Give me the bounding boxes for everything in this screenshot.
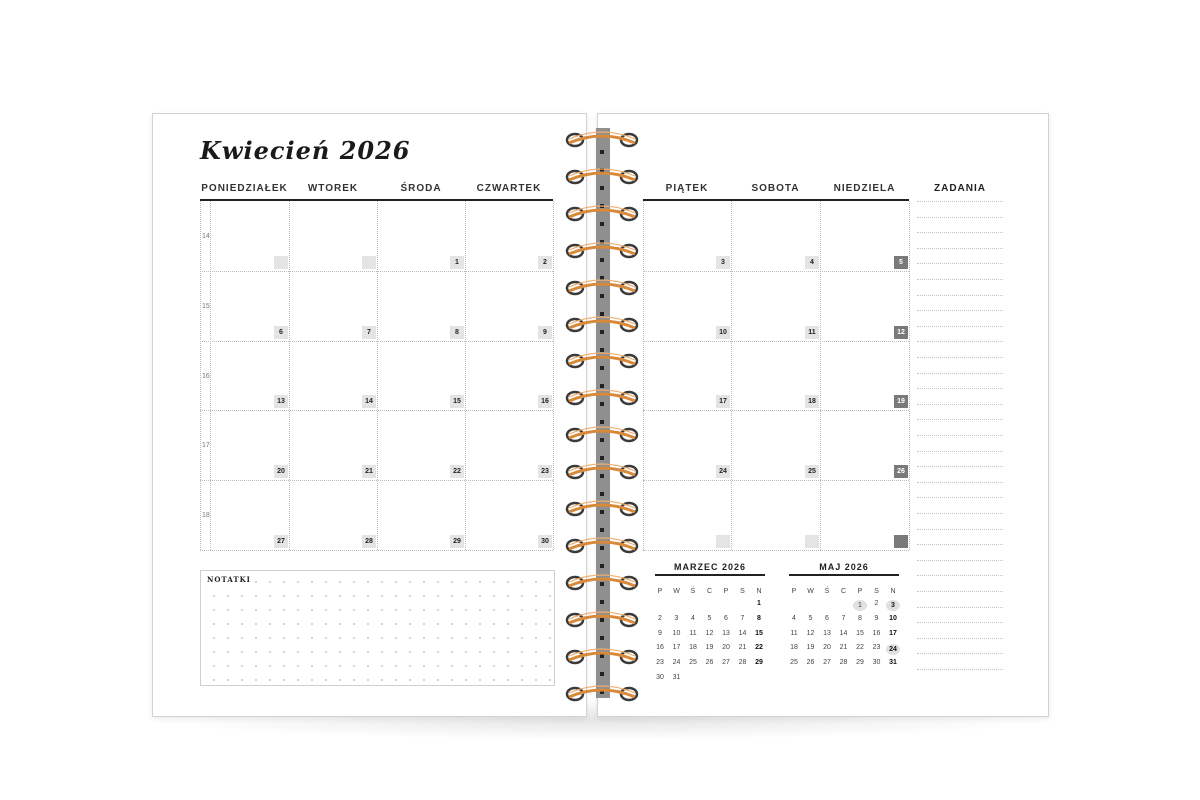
day-cell-date[interactable]: 22 [450,465,464,478]
task-line[interactable] [917,232,1003,233]
day-cell-date[interactable]: 15 [450,395,464,408]
mini-date[interactable]: 8 [757,614,761,622]
weekday-2: WTOREK [307,183,359,194]
task-line[interactable] [917,435,1003,436]
day-cell-date[interactable]: 19 [894,395,908,408]
day-cell-date[interactable]: 1 [450,256,464,269]
mini-date[interactable]: 24 [886,644,900,655]
month-title: Kwiecień 2026 [200,136,411,165]
grid-vline [643,201,644,550]
task-line[interactable] [917,482,1003,483]
mini-date[interactable]: 29 [856,659,864,667]
right-page [597,113,1049,717]
spine-mark [600,636,604,640]
day-cell-date[interactable]: 27 [274,535,288,548]
mini-date[interactable]: 21 [738,644,747,652]
day-cell-date[interactable] [805,535,819,548]
mini-date[interactable]: 10 [889,614,897,622]
day-cell-date[interactable]: 8 [450,326,464,339]
day-cell-date[interactable] [362,256,376,269]
mini-weekday: N [890,588,896,595]
spine-mark [600,384,604,388]
grid-hline [643,271,909,272]
week-number: 15 [202,302,210,310]
day-cell-date[interactable]: 25 [805,465,819,478]
mini-weekday: S [740,588,745,595]
binding-ring [565,500,639,518]
mini-date[interactable]: 13 [823,629,831,637]
mini-weekday: P [723,588,729,595]
task-line[interactable] [917,513,1003,514]
mini-date[interactable]: 6 [825,614,829,622]
day-cell-date[interactable]: 7 [362,326,376,339]
spine-mark [600,420,604,424]
grid-vline [465,201,466,550]
binding-ring [565,242,639,260]
mini-date[interactable]: 9 [658,629,662,637]
binding-ring [565,463,639,481]
mini-date[interactable]: 6 [724,614,728,622]
grid-hline [643,341,909,342]
mini-weekday: W [807,588,814,595]
mini-date[interactable]: 8 [858,614,862,622]
mini-date[interactable]: 29 [755,659,763,667]
mini-date[interactable]: 17 [672,644,681,652]
day-cell-date[interactable]: 2 [538,256,552,269]
week-number: 17 [202,442,210,450]
day-cell-date[interactable]: 5 [894,256,908,269]
task-line[interactable] [917,341,1003,342]
mini-date[interactable]: 25 [689,659,697,667]
task-line[interactable] [917,607,1003,608]
day-cell-date[interactable]: 14 [362,395,376,408]
mini-date[interactable]: 11 [790,629,798,637]
day-cell-date[interactable]: 12 [894,326,908,339]
week-number: 14 [202,233,210,240]
mini-date[interactable]: 22 [755,644,763,652]
task-line[interactable] [917,263,1003,264]
grid-hline [200,410,553,411]
day-cell-date[interactable]: 21 [362,465,376,478]
binding-ring [565,352,639,370]
mini-date[interactable]: 23 [656,659,664,667]
mini-weekday: P [791,588,797,595]
mini-date[interactable]: 15 [856,629,864,637]
spine-mark [600,528,604,532]
mini-date[interactable]: 18 [689,644,697,652]
mini-date[interactable]: 26 [705,659,714,667]
mini-calendar-title: MARZEC 2026 [673,562,747,572]
day-cell-date[interactable]: 23 [538,465,552,478]
mini-date[interactable]: 19 [806,644,815,652]
grid-vline [820,201,821,550]
spine-mark [600,672,604,676]
mini-date[interactable]: 30 [872,659,881,667]
mini-date[interactable]: 11 [689,629,697,637]
day-cell-date[interactable] [894,535,908,548]
mini-date[interactable]: 17 [889,629,897,637]
task-line[interactable] [917,404,1003,405]
grid-vline [731,201,732,550]
mini-date[interactable]: 25 [790,659,798,667]
spine-mark [600,564,604,568]
binding-ring [565,574,639,592]
task-line[interactable] [917,326,1003,327]
weekday-5: PIĄTEK [665,183,709,194]
mini-date[interactable]: 2 [874,600,879,607]
mini-weekday: P [657,588,663,595]
binding-ring [565,131,639,149]
mini-weekday: C [706,588,713,595]
day-cell-date[interactable]: 9 [538,326,552,339]
mini-date[interactable]: 31 [889,659,897,667]
mini-date[interactable]: 26 [806,659,815,667]
mini-date[interactable]: 21 [839,644,848,652]
task-line[interactable] [917,373,1003,374]
binding-ring [565,611,639,629]
mini-date[interactable]: 23 [872,644,881,652]
day-cell-date[interactable]: 28 [362,535,376,548]
task-line[interactable] [917,419,1003,420]
spine-mark [600,456,604,460]
mini-date[interactable]: 30 [656,674,664,681]
grid-hline [643,550,909,551]
grid-hline [643,410,909,411]
week-number: 18 [202,512,210,520]
mini-weekday: S [874,588,879,595]
binding-ring [565,426,639,444]
task-line[interactable] [917,622,1003,623]
mini-weekday: W [673,588,680,595]
mini-weekday: Ś [690,588,696,595]
mini-date[interactable]: 12 [705,629,714,637]
task-line[interactable] [917,544,1003,545]
mini-date[interactable]: 2 [658,614,662,622]
mini-date[interactable]: 31 [672,674,681,681]
day-cell-date[interactable]: 30 [538,535,552,548]
task-line[interactable] [917,575,1003,576]
task-line[interactable] [917,217,1003,218]
task-line[interactable] [917,357,1003,358]
binding-ring [565,537,639,555]
mini-calendar-rule [789,574,899,576]
day-cell-date[interactable]: 10 [716,326,730,339]
task-line[interactable] [917,248,1003,249]
day-cell-date[interactable]: 18 [805,395,819,408]
mini-date[interactable]: 13 [722,629,730,637]
task-line[interactable] [917,529,1003,530]
task-line[interactable] [917,310,1003,311]
mini-date[interactable]: 28 [839,659,848,667]
notes-box[interactable] [200,570,555,686]
spine-mark [600,348,604,352]
weekday-1: PONIEDZIAŁEK [201,183,288,194]
spine-mark [600,186,604,190]
task-line[interactable] [917,497,1003,498]
grid-vline [289,201,290,550]
tasks-title: ZADANIA [934,183,986,194]
mini-date[interactable]: 19 [705,644,714,652]
binding-ring [565,685,639,703]
mini-date[interactable]: 24 [672,659,681,667]
binding-ring [565,389,639,407]
grid-vline [200,201,201,550]
spine-mark [600,150,604,154]
grid-hline [200,550,553,551]
mini-weekday: C [840,588,847,595]
task-line[interactable] [917,295,1003,296]
mini-date[interactable]: 27 [722,659,730,667]
mini-date[interactable]: 1 [853,600,867,611]
mini-date[interactable]: 1 [757,600,761,607]
grid-vline [553,201,554,550]
mini-weekday: Ś [824,588,830,595]
day-cell-date[interactable]: 26 [894,465,908,478]
mini-date[interactable]: 14 [738,629,747,637]
mini-date[interactable]: 7 [841,614,846,622]
weekday-6: SOBOTA [751,183,800,194]
spine-mark [600,600,604,604]
notes-title: NOTATKI [207,575,251,584]
mini-date[interactable]: 27 [823,659,831,667]
mini-calendar-title: MAJ 2026 [819,562,869,572]
mini-date[interactable]: 3 [886,600,900,611]
mini-weekday: N [756,588,762,595]
grid-hline [200,341,553,342]
task-line[interactable] [917,560,1003,561]
weekday-3: ŚRODA [400,183,442,194]
grid-vline [210,201,211,550]
weekday-7: NIEDZIELA [833,183,896,194]
day-cell-date[interactable]: 3 [716,256,730,269]
task-line[interactable] [917,653,1003,654]
binding-ring [565,648,639,666]
day-cell-date[interactable]: 24 [716,465,730,478]
header-rule-right [643,199,909,201]
task-line[interactable] [917,591,1003,592]
mini-date[interactable]: 28 [738,659,747,667]
grid-hline [200,271,553,272]
mini-weekday: P [857,588,863,595]
mini-date[interactable]: 22 [856,644,864,652]
day-cell-date[interactable]: 6 [274,326,288,339]
mini-date[interactable]: 12 [806,629,815,637]
grid-vline [377,201,378,550]
day-cell-date[interactable]: 16 [538,395,552,408]
day-cell-date[interactable]: 17 [716,395,730,408]
mini-date[interactable]: 10 [672,629,681,637]
mini-date[interactable]: 4 [792,614,796,622]
day-cell-date[interactable]: 20 [274,465,288,478]
mini-date[interactable]: 16 [872,629,881,637]
task-line[interactable] [917,388,1003,389]
week-number: 16 [202,372,210,380]
grid-hline [200,480,553,481]
task-line[interactable] [917,466,1003,467]
mini-date[interactable]: 18 [790,644,798,652]
mini-date[interactable]: 5 [808,614,813,622]
day-cell-date[interactable] [274,256,288,269]
binding-ring [565,205,639,223]
day-cell-date[interactable]: 4 [805,256,819,269]
spine-mark [600,492,604,496]
day-cell-date[interactable] [716,535,730,548]
day-cell-date[interactable]: 29 [450,535,464,548]
mini-date[interactable]: 20 [722,644,730,652]
binding-ring [565,316,639,334]
day-cell-date[interactable]: 13 [274,395,288,408]
mini-date[interactable]: 4 [691,614,695,622]
grid-hline [643,480,909,481]
mini-date[interactable]: 16 [656,644,664,652]
mini-date[interactable]: 3 [674,614,679,622]
mini-date[interactable]: 15 [755,629,763,637]
binding-ring [565,168,639,186]
day-cell-date[interactable]: 11 [805,326,819,339]
task-line[interactable] [917,669,1003,670]
mini-date[interactable]: 5 [707,614,712,622]
task-line[interactable] [917,638,1003,639]
mini-calendar-rule [655,574,765,576]
task-line[interactable] [917,451,1003,452]
mini-date[interactable]: 7 [740,614,745,622]
mini-date[interactable]: 14 [839,629,848,637]
binding-ring [565,279,639,297]
weekday-4: CZWARTEK [476,183,542,194]
mini-date[interactable]: 9 [874,614,879,622]
mini-date[interactable]: 20 [823,644,831,652]
task-line[interactable] [917,201,1003,202]
task-line[interactable] [917,279,1003,280]
grid-vline [909,201,910,550]
